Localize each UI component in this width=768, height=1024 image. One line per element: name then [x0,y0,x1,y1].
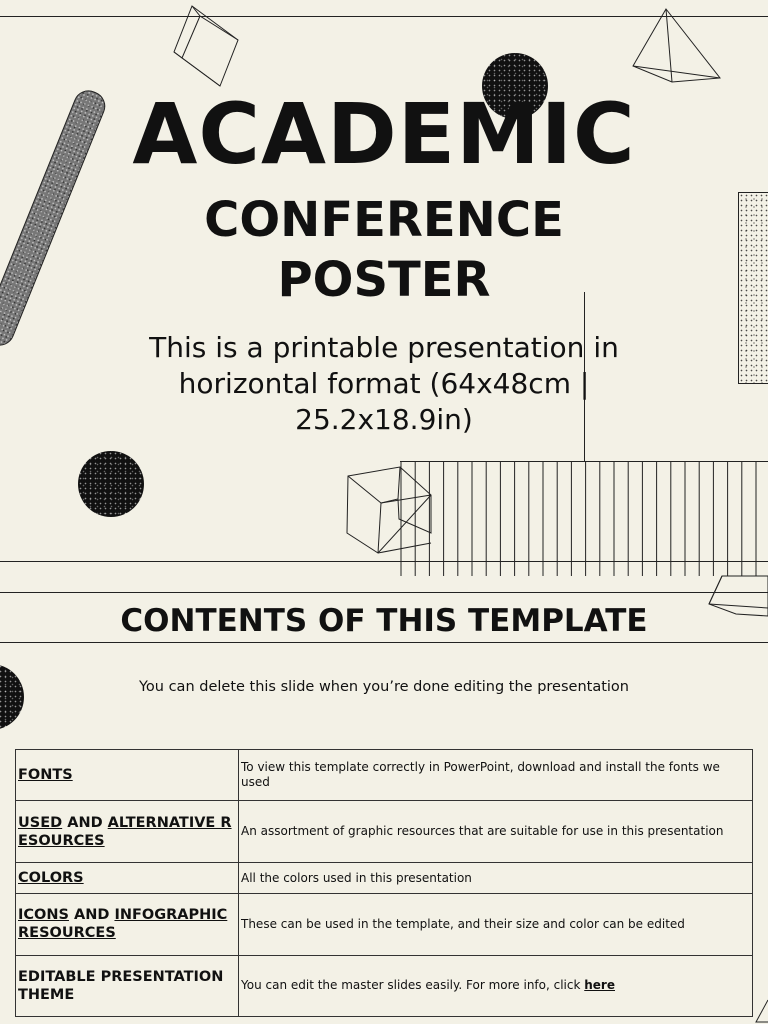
row-key-text: EDITABLE PRESENTATION THEME [18,968,224,1003]
contents-title: CONTENTS OF THIS TEMPLATE [120,603,648,639]
row-description [239,955,753,1016]
resource-link[interactable]: FONTS [18,767,73,784]
row-key [16,894,239,955]
resource-link[interactable]: COLORS [18,870,84,887]
row-key-text: AND [68,907,115,924]
contents-bottom-line [0,642,768,643]
row-description-text: You can edit the master slides easily. For more info, click [241,978,585,993]
wireframe-cube-top [170,2,242,90]
table-row [16,801,753,862]
wireframe-pyramid-top [630,6,722,86]
row-description [239,750,753,801]
resource-link[interactable]: ICONS [18,907,69,924]
poster-title: ACADEMIC [132,85,636,183]
wireframe-cube-bottom [343,463,437,557]
row-key [16,862,239,894]
contents-table [15,749,753,1017]
row-description-text: All the colors used in this presentation [241,870,472,885]
row-key [16,801,239,862]
row-description [239,862,753,894]
table-row [16,894,753,955]
row-description-text: To view this template correctly in PowerPoint, download and install the fonts we used [241,760,720,790]
row-description-text: An assortment of graphic resources that are suitable for use in this presentation [241,824,724,839]
poster-description: This is a printable presentation in horizontal format (64x48cm | 25.2x18.9in) [149,331,619,436]
resource-link[interactable]: ALTERNATIVE RESOURCES [18,814,232,849]
resource-link[interactable]: USED [18,814,63,831]
table-row [16,862,753,894]
row-description [239,801,753,862]
row-description [239,894,753,955]
here-link[interactable]: here [584,978,615,993]
row-description-text: These can be used in the template, and their size and color can be edited [241,916,685,931]
poster-subtitle-line1: CONFERENCE [204,192,564,248]
wireframe-corner-shape [752,998,768,1024]
table-row [16,750,753,801]
table-row [16,955,753,1016]
vertical-stripes-pattern [400,461,768,576]
row-key [16,750,239,801]
speckled-circle-edge [0,664,24,730]
poster-subtitle-line2: POSTER [277,252,491,308]
contents-subtitle: You can delete this slide when you’re done editing the presentation [138,679,629,695]
row-key [16,955,239,1016]
resource-link[interactable]: INFOGRAPHIC RESOURCES [18,907,228,942]
row-key-text: AND [62,814,108,831]
contents-top-line [0,592,768,593]
speckled-circle-left [78,451,144,517]
